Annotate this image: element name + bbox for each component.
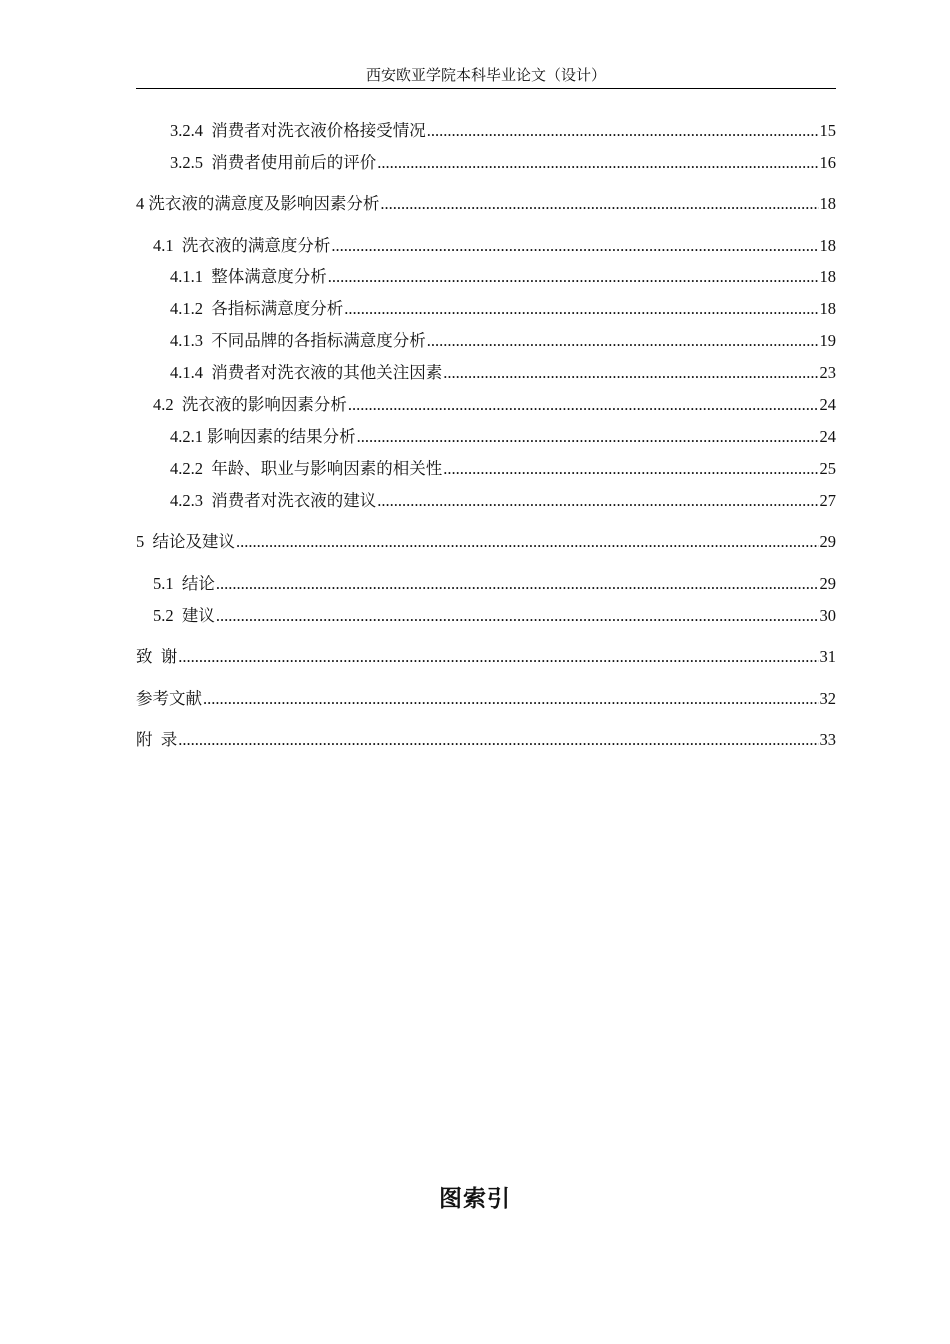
toc-leader-dots xyxy=(377,489,818,513)
toc-entry-number: 4.2.1 xyxy=(170,427,203,446)
toc-entry[interactable] xyxy=(170,425,836,449)
toc-entry-page: 33 xyxy=(819,730,836,749)
toc-entry-title: 洗衣液的满意度及影响因素分析 xyxy=(148,194,380,213)
toc-entry-page: 29 xyxy=(819,574,836,593)
toc-entry-title: 致 谢 xyxy=(136,647,178,666)
toc-entry[interactable] xyxy=(170,119,836,143)
toc-entry-page: 23 xyxy=(819,363,836,382)
toc-entry-page: 32 xyxy=(819,689,836,708)
toc-entry-page: 29 xyxy=(819,532,836,551)
toc-leader-dots xyxy=(178,645,818,669)
toc-entry-page: 30 xyxy=(819,606,836,625)
page-header: 西安欧亚学院本科毕业论文（设计） xyxy=(365,68,606,84)
toc-entry-number: 5.2 xyxy=(153,606,174,625)
toc-leader-dots xyxy=(357,425,819,449)
toc-entry-title: 洗衣液的影响因素分析 xyxy=(181,395,347,414)
toc-leader-dots xyxy=(236,530,819,554)
toc-entry-title: 消费者对洗衣液价格接受情况 xyxy=(211,121,426,140)
toc-entry[interactable] xyxy=(170,151,836,175)
toc-entry-number: 5.1 xyxy=(153,574,174,593)
header-rule xyxy=(136,88,836,89)
toc-entry[interactable] xyxy=(153,604,836,628)
toc-entry-title: 参考文献 xyxy=(136,689,202,708)
toc-entry[interactable] xyxy=(153,393,836,417)
toc-entry-page: 19 xyxy=(819,331,836,350)
toc-entry-page: 31 xyxy=(819,647,836,666)
toc-entry-number: 4.2.3 xyxy=(170,491,203,510)
toc-leader-dots xyxy=(377,151,818,175)
toc-entry-number: 3.2.5 xyxy=(170,153,203,172)
toc-entry-page: 18 xyxy=(819,236,836,255)
toc-leader-dots xyxy=(331,234,818,258)
toc-entry[interactable] xyxy=(170,489,836,513)
toc-entry[interactable] xyxy=(153,572,836,596)
toc-entry-number: 4.1 xyxy=(153,236,174,255)
toc-leader-dots xyxy=(427,329,819,353)
toc-entry-title: 消费者使用前后的评价 xyxy=(211,153,377,172)
toc-entry[interactable] xyxy=(136,530,836,554)
toc-entry[interactable] xyxy=(136,728,836,752)
toc-leader-dots xyxy=(203,687,819,711)
toc-leader-dots xyxy=(216,604,819,628)
toc-leader-dots xyxy=(344,297,818,321)
toc-entry-page: 18 xyxy=(819,267,836,286)
toc-entry[interactable] xyxy=(170,265,836,289)
toc-entry-number: 3.2.4 xyxy=(170,121,203,140)
toc-leader-dots xyxy=(328,265,819,289)
toc-leader-dots xyxy=(443,361,818,385)
toc-entry-page: 18 xyxy=(819,299,836,318)
toc-entry[interactable] xyxy=(170,297,836,321)
toc-entry-number: 4.1.1 xyxy=(170,267,203,286)
toc-leader-dots xyxy=(380,192,818,216)
figure-index-heading: 图索引 xyxy=(439,1186,511,1212)
toc-entry-title: 结论及建议 xyxy=(152,532,235,551)
toc-entry[interactable] xyxy=(153,234,836,258)
toc-entry-page: 18 xyxy=(819,194,836,213)
toc-leader-dots xyxy=(443,457,818,481)
toc-entry-page: 24 xyxy=(819,395,836,414)
toc-entry-title: 结论 xyxy=(181,574,215,593)
toc-leader-dots xyxy=(216,572,819,596)
toc-entry-title: 建议 xyxy=(181,606,215,625)
toc-entry-page: 16 xyxy=(819,153,836,172)
toc-entry-number: 4.2 xyxy=(153,395,174,414)
toc-leader-dots xyxy=(178,728,818,752)
toc-entry[interactable] xyxy=(136,687,836,711)
toc-entry-number: 4 xyxy=(136,194,145,213)
toc-leader-dots xyxy=(427,119,819,143)
toc-entry-number: 4.1.3 xyxy=(170,331,203,350)
toc-entry-number: 4.1.2 xyxy=(170,299,203,318)
toc-entry-number: 4.2.2 xyxy=(170,459,203,478)
toc-entry-title: 消费者对洗衣液的建议 xyxy=(211,491,377,510)
toc-leader-dots xyxy=(348,393,819,417)
toc-entry-title: 不同品牌的各指标满意度分析 xyxy=(211,331,426,350)
toc-entry-page: 24 xyxy=(819,427,836,446)
toc-entry-page: 27 xyxy=(819,491,836,510)
toc-entry-title: 洗衣液的满意度分析 xyxy=(181,236,331,255)
toc-entry-page: 15 xyxy=(819,121,836,140)
toc-entry-title: 年龄、职业与影响因素的相关性 xyxy=(211,459,443,478)
toc-entry-title: 消费者对洗衣液的其他关注因素 xyxy=(211,363,443,382)
toc-entry-title: 各指标满意度分析 xyxy=(211,299,344,318)
toc-entry-title: 影响因素的结果分析 xyxy=(207,427,356,446)
toc-entry-number: 4.1.4 xyxy=(170,363,203,382)
toc-entry[interactable] xyxy=(170,361,836,385)
toc-entry-title: 附 录 xyxy=(136,730,178,749)
toc-entry-number: 5 xyxy=(136,532,145,551)
toc-entry[interactable] xyxy=(136,645,836,669)
toc-entry[interactable] xyxy=(136,192,836,216)
toc-entry[interactable] xyxy=(170,457,836,481)
toc-entry[interactable] xyxy=(170,329,836,353)
toc-entry-page: 25 xyxy=(819,459,836,478)
toc-entry-title: 整体满意度分析 xyxy=(211,267,327,286)
